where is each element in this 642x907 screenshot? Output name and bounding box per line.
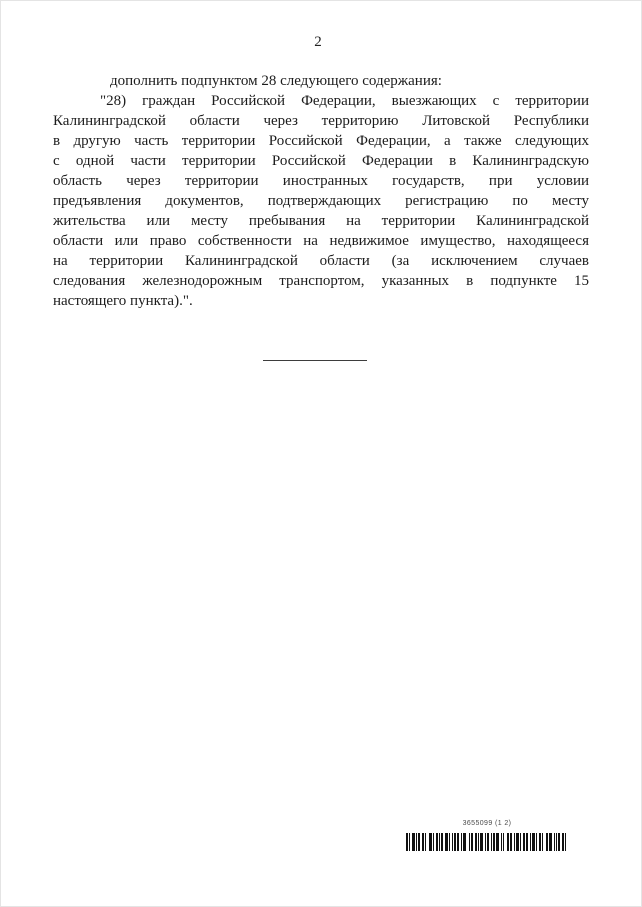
paragraph-line: предъявления документов, подтверждающих регистрацию по месту — [53, 193, 589, 209]
barcode-number-label: 3655099 (1 2) — [462, 820, 512, 827]
end-of-text-rule — [263, 360, 367, 361]
paragraph-intro-line: дополнить подпунктом 28 следующего содержания: — [110, 73, 442, 89]
paragraph-line: следования железнодорожным транспортом, указанных в подпункте 15 — [53, 273, 589, 289]
paragraph-line: область через территории иностранных государств, при условии — [53, 173, 589, 189]
paragraph-line: с одной части территории Российской Федерации в Калининградскую — [53, 153, 589, 169]
paragraph-line: в другую часть территории Российской Федерации, а также следующих — [53, 133, 589, 149]
paragraph-line: жительства или месту пребывания на территории Калининградской — [53, 213, 589, 229]
paragraph-line: области или право собственности на недвижимое имущество, находящееся — [53, 233, 589, 249]
paragraph-line: на территории Калининградской области (за исключением случаев — [53, 253, 589, 269]
registration-barcode — [406, 819, 568, 851]
paragraph-line: "28) граждан Российской Федерации, выезжающих с территории — [100, 93, 589, 109]
paragraph-line: настоящего пункта).". — [53, 293, 193, 309]
document-body — [53, 71, 589, 311]
page-number: 2 — [314, 34, 322, 50]
paragraph-line: Калининградской области через территорию Литовской Республики — [53, 113, 589, 129]
barcode-icon — [406, 833, 568, 851]
